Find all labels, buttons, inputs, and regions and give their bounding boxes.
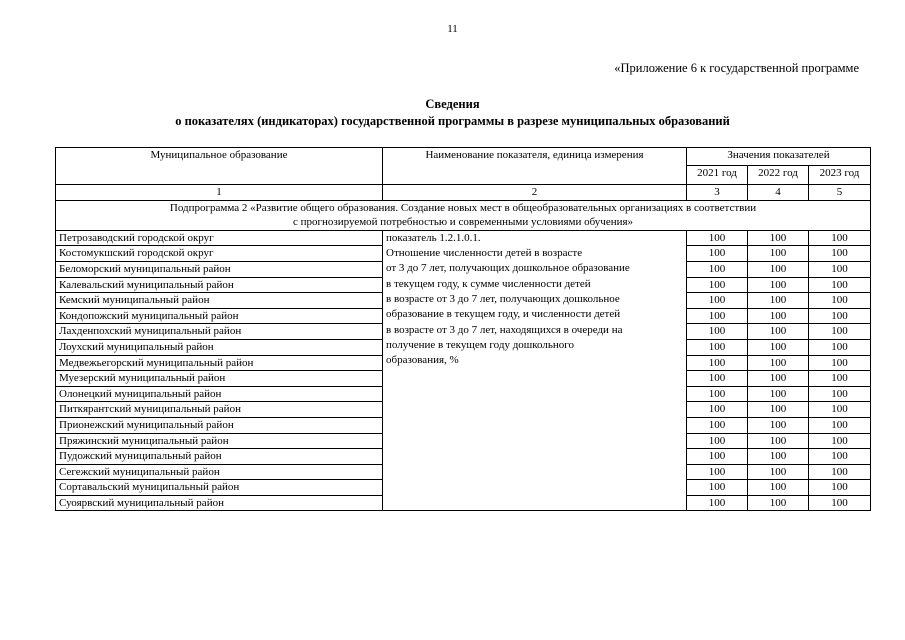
municipality-name: Костомукшский городской округ: [56, 246, 383, 262]
value-2022: 100: [748, 464, 809, 480]
value-2022: 100: [748, 308, 809, 324]
value-2023: 100: [809, 355, 871, 371]
value-2023: 100: [809, 371, 871, 387]
municipality-name: Сегежский муниципальный район: [56, 464, 383, 480]
column-number-3: 3: [687, 185, 748, 201]
value-2023: 100: [809, 402, 871, 418]
indicator-line: в возрасте от 3 до 7 лет, получающих дошкольное: [386, 292, 620, 305]
value-2023: 100: [809, 386, 871, 402]
value-2021: 100: [687, 402, 748, 418]
value-2023: 100: [809, 339, 871, 355]
value-2021: 100: [687, 480, 748, 496]
value-2022: 100: [748, 355, 809, 371]
value-2022: 100: [748, 246, 809, 262]
value-2021: 100: [687, 293, 748, 309]
value-2022: 100: [748, 261, 809, 277]
value-2021: 100: [687, 464, 748, 480]
subprogram-line-1: Подпрограмма 2 «Развитие общего образования. Создание новых мест в общеобразовательных организациях в соответствии: [169, 201, 757, 214]
subprogram-line-2: с прогнозируемой потребностью и современными условиями обучения»: [292, 216, 634, 229]
value-2023: 100: [809, 308, 871, 324]
value-2023: 100: [809, 449, 871, 465]
municipality-name: Олонецкий муниципальный район: [56, 386, 383, 402]
value-2021: 100: [687, 308, 748, 324]
value-2023: 100: [809, 230, 871, 246]
municipality-name: Петрозаводский городской округ: [56, 230, 383, 246]
column-number-5: 5: [809, 185, 871, 201]
value-2023: 100: [809, 293, 871, 309]
indicator-line: образование в текущем году, и численности детей: [386, 308, 621, 321]
municipality-name: Сортавальский муниципальный район: [56, 480, 383, 496]
title-block: [0, 96, 905, 130]
municipality-name: Лоухский муниципальный район: [56, 339, 383, 355]
value-2023: 100: [809, 495, 871, 511]
header-year-2023: 2023 год: [809, 166, 871, 185]
subprogram-header: [56, 200, 871, 230]
value-2022: 100: [748, 495, 809, 511]
value-2022: 100: [748, 371, 809, 387]
document-title: Сведения: [425, 97, 480, 111]
value-2022: 100: [748, 339, 809, 355]
indicator-line: Отношение численности детей в возрасте: [386, 247, 583, 260]
municipality-name: Муезерский муниципальный район: [56, 371, 383, 387]
value-2021: 100: [687, 433, 748, 449]
column-number-4: 4: [748, 185, 809, 201]
value-2022: 100: [748, 402, 809, 418]
value-2023: 100: [809, 464, 871, 480]
municipality-name: Беломорский муниципальный район: [56, 261, 383, 277]
value-2022: 100: [748, 433, 809, 449]
value-2021: 100: [687, 386, 748, 402]
table-row: [56, 230, 871, 246]
header-indicator: Наименование показателя, единица измерения: [383, 148, 687, 185]
value-2022: 100: [748, 386, 809, 402]
value-2021: 100: [687, 230, 748, 246]
value-2023: 100: [809, 433, 871, 449]
value-2022: 100: [748, 230, 809, 246]
value-2021: 100: [687, 355, 748, 371]
value-2021: 100: [687, 417, 748, 433]
value-2023: 100: [809, 417, 871, 433]
value-2023: 100: [809, 480, 871, 496]
municipality-name: Пудожский муниципальный район: [56, 449, 383, 465]
indicator-description: [383, 230, 687, 511]
indicator-line: показатель 1.2.1.0.1.: [386, 231, 481, 244]
value-2022: 100: [748, 277, 809, 293]
column-number-1: 1: [56, 185, 383, 201]
column-number-2: 2: [383, 185, 687, 201]
municipality-name: Питкярантский муниципальный район: [56, 402, 383, 418]
value-2021: 100: [687, 246, 748, 262]
indicator-line: получение в текущем году дошкольного: [386, 338, 575, 351]
indicators-table: [55, 147, 871, 511]
value-2021: 100: [687, 339, 748, 355]
value-2021: 100: [687, 449, 748, 465]
value-2023: 100: [809, 261, 871, 277]
indicator-line: в возрасте от 3 до 7 лет, находящихся в очереди на: [386, 323, 623, 336]
value-2022: 100: [748, 449, 809, 465]
municipality-name: Медвежьегорский муниципальный район: [56, 355, 383, 371]
value-2022: 100: [748, 324, 809, 340]
header-year-2021: 2021 год: [687, 166, 748, 185]
value-2022: 100: [748, 293, 809, 309]
value-2021: 100: [687, 277, 748, 293]
municipality-name: Кемский муниципальный район: [56, 293, 383, 309]
page-number: 11: [447, 23, 458, 35]
indicator-line: образования, %: [386, 354, 459, 367]
value-2023: 100: [809, 324, 871, 340]
municipality-name: Кондопожский муниципальный район: [56, 308, 383, 324]
municipality-name: Прионежский муниципальный район: [56, 417, 383, 433]
municipality-name: Калевальский муниципальный район: [56, 277, 383, 293]
header-year-2022: 2022 год: [748, 166, 809, 185]
value-2023: 100: [809, 277, 871, 293]
municipality-name: Суоярвский муниципальный район: [56, 495, 383, 511]
document-subtitle: о показателях (индикаторах) государственной программы в разрезе муниципальных образований: [175, 114, 730, 128]
indicator-line: от 3 до 7 лет, получающих дошкольное образование: [386, 262, 630, 275]
municipality-name: Лахденпохский муниципальный район: [56, 324, 383, 340]
value-2022: 100: [748, 417, 809, 433]
municipality-name: Пряжинский муниципальный район: [56, 433, 383, 449]
value-2021: 100: [687, 261, 748, 277]
value-2021: 100: [687, 371, 748, 387]
indicator-line: в текущем году, к сумме численности детей: [386, 277, 591, 290]
value-2023: 100: [809, 246, 871, 262]
value-2021: 100: [687, 324, 748, 340]
header-values: Значения показателей: [687, 148, 871, 166]
value-2022: 100: [748, 480, 809, 496]
value-2021: 100: [687, 495, 748, 511]
header-municipality: Муниципальное образование: [56, 148, 383, 185]
appendix-label: «Приложение 6 к государственной программе: [614, 61, 859, 75]
